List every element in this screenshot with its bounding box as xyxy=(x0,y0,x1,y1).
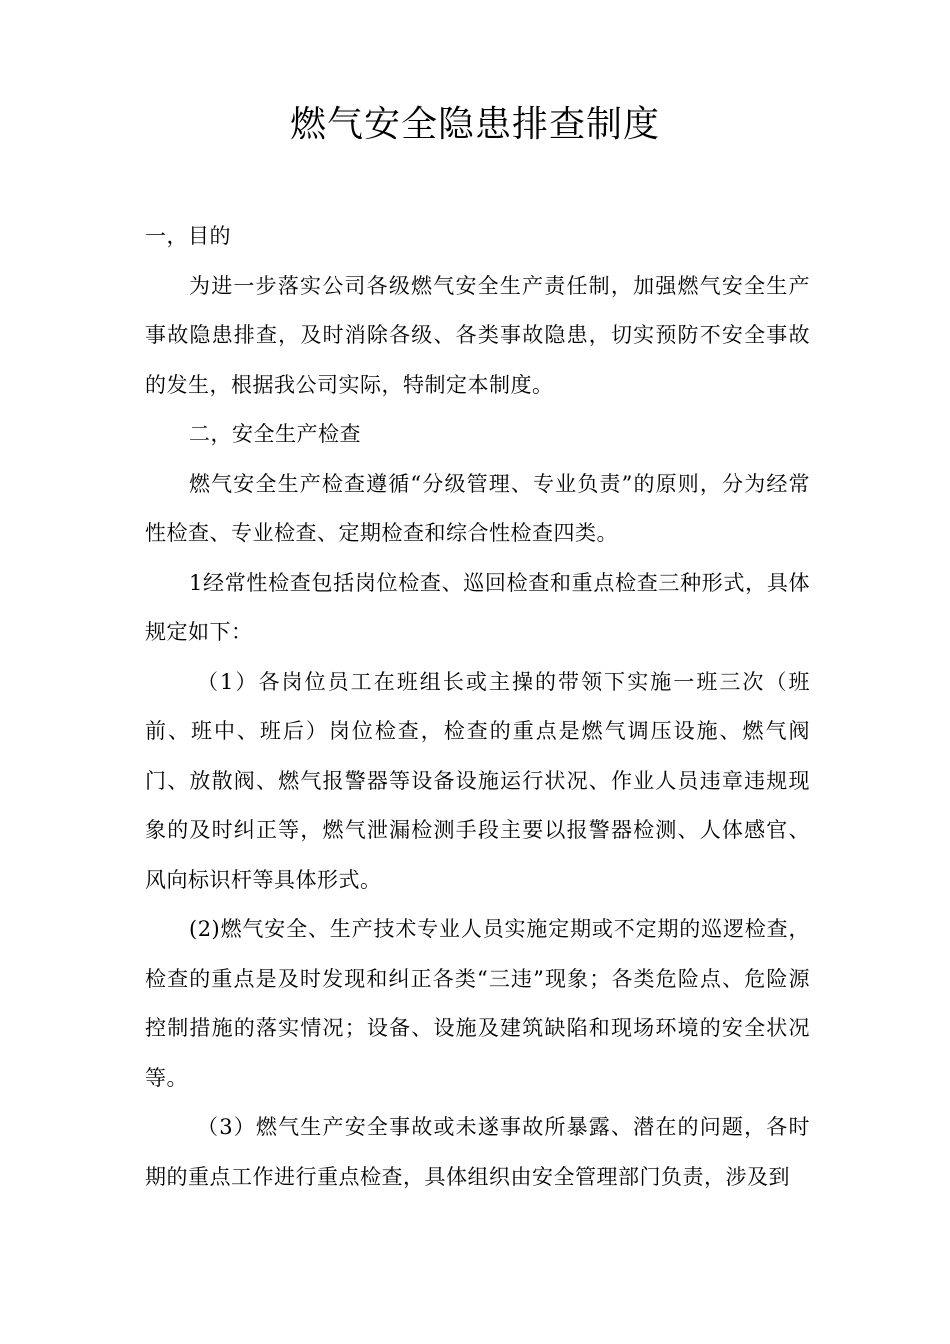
paragraph-routine-inspection: 1经常性检查包括岗位检查、巡回检查和重点检查三种形式，具体规定如下： xyxy=(145,570,810,644)
section-heading-safety-inspection: 二，安全生产检查 xyxy=(189,422,361,446)
paragraph-item-2: (2)燃气安全、生产技术专业人员实施定期或不定期的巡逻检查，检查的重点是及时发现和纠正各类“三违”现象；各类危险点、危险源控制措施的落实情况；设备、设施及建筑缺陷和现场环境的安全状况等。 xyxy=(145,917,810,1090)
document-title: 燃气安全隐患排查制度 xyxy=(289,104,660,145)
paragraph-item-1: （1）各岗位员工在班组长或主操的带领下实施一班三次（班前、班中、班后）岗位检查，检查的重点是燃气调压设施、燃气阀门、放散阀、燃气报警器等设备设施运行状况、作业人员违章违规现象的及时纠正等，燃气泄漏检测手段主要以报警器检测、人体感官、风向标识杆等具体形式。 xyxy=(145,669,810,892)
paragraph-inspection-principle: 燃气安全生产检查遵循“分级管理、专业负责”的原则，分为经常性检查、专业检查、定期检查和综合性检查四类。 xyxy=(145,471,810,545)
document-body xyxy=(145,212,810,1202)
section-heading-purpose: 一，目的 xyxy=(145,224,231,248)
paragraph-item-3: （3）燃气生产安全事故或未遂事故所暴露、潜在的问题，各时期的重点工作进行重点检查，具体组织由安全管理部门负责，涉及到 xyxy=(145,1115,810,1189)
paragraph-purpose: 为进一步落实公司各级燃气安全生产责任制，加强燃气安全生产事故隐患排查，及时消除各级、各类事故隐患，切实预防不安全事故的发生，根据我公司实际，特制定本制度。 xyxy=(145,273,810,397)
